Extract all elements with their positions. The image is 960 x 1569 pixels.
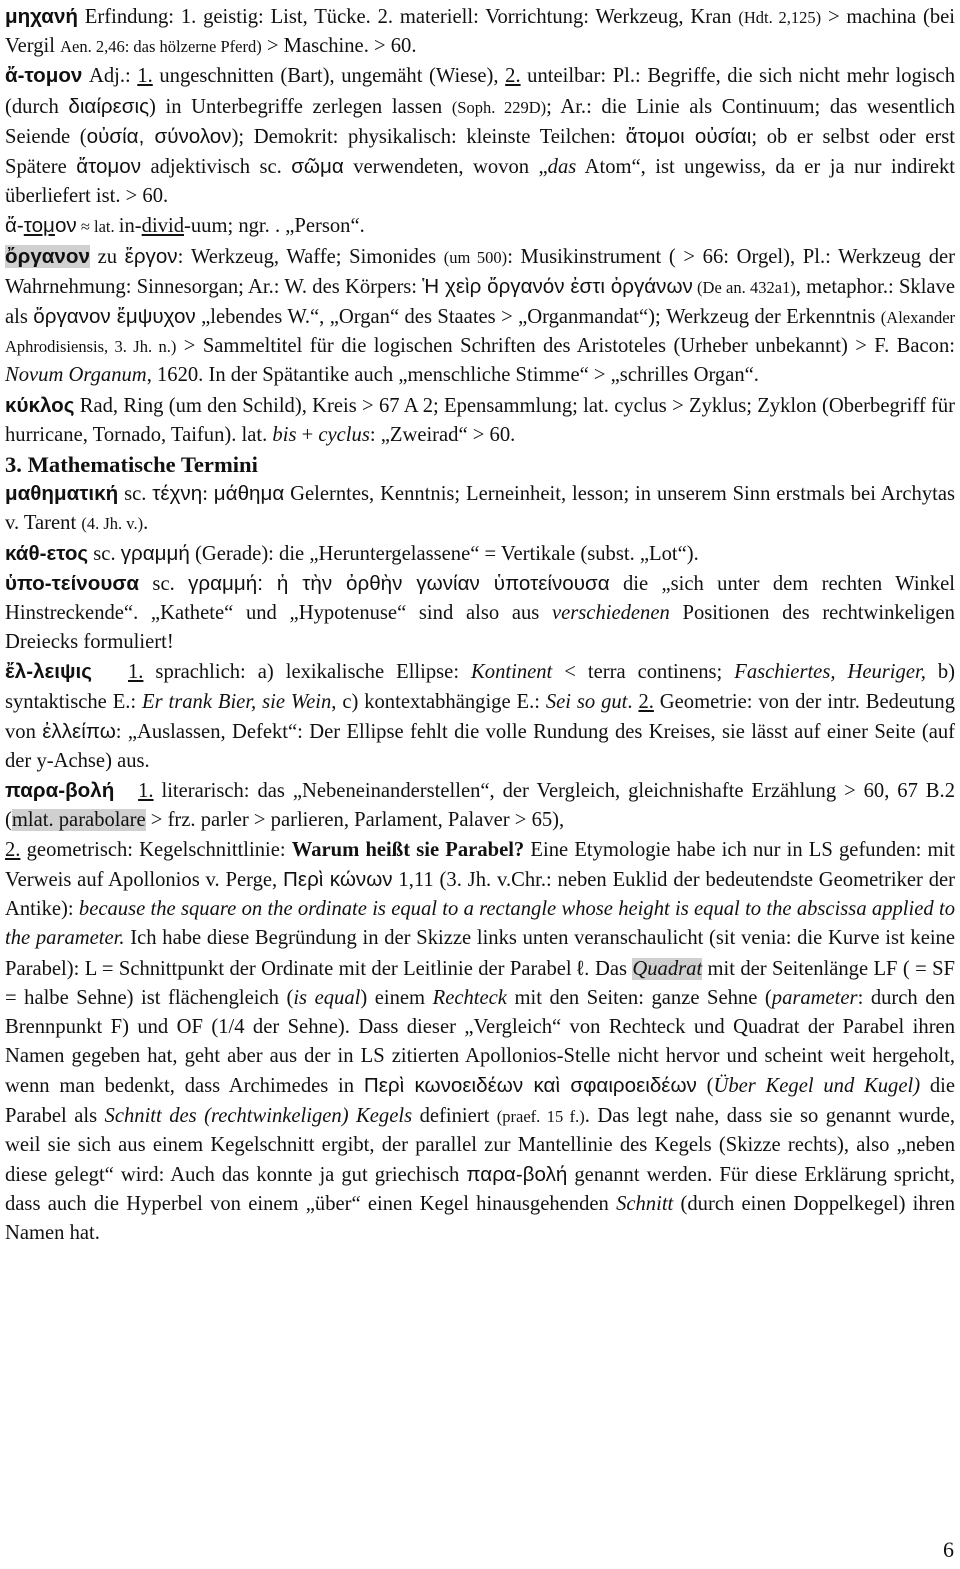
greek-term: γραμμή	[120, 541, 190, 565]
greek-term: ℓ.	[577, 956, 590, 980]
source-ref: (Hdt. 2,125)	[738, 8, 822, 27]
source-ref: (Soph. 229D)	[451, 97, 547, 117]
source-ref: Aen. 2,46: das hölzerne Pferd)	[60, 37, 262, 57]
entry-hypoteinousa: ὑπο-τείνουσα sc. γραμμή: ἡ τὴν ὀρθὴν γωνίαν ὑποτείνουσα die „sich unter dem rechten Winkel Hinstreckende“. „Kathete“ und „Hypotenuse“ sind also aus verschiedenen Positionen des rechtwinkeligen Dreiecks formuliert!	[5, 571, 956, 654]
greek-term: ἄτομον	[76, 155, 142, 179]
lemma: ἔλ-λειψις	[5, 660, 92, 684]
greek-term: Περὶ κώνων	[283, 867, 393, 891]
entry-parabole: παρα-βολή 1. literarisch: das „Nebeneinanderstellen“, der Vergleich, gleichnishafte Erzählung > 60, 67 B.2 (mlat. parabolare > frz. parler > parlieren, Parlament, Palaver > 65), 2. geometrisch: Kegelschnittlinie: Warum heißt sie Parabel? Eine Etymologie habe ich nur in LS gefunden: mit Verweis auf Apollonios v. Perge, Περὶ κώνων 1,11 (3. Jh. v.Chr.: neben Euklid der bedeutendste Geometriker der Antike): because the square on the ordinate is equal to a rectangle whose height is equal to the abscissa applied to the parameter. Ich habe diese Begründung in der Skizze links unten veranschaulicht (sit venia: die Kurve ist keine Parabel): L = Schnittpunkt der Ordinate mit der Leitlinie der Parabel ℓ. Das Quadrat mit der Seitenlänge LF ( = SF = halbe Sehne) ist flächengleich (is equal) einem Rechteck mit den Seiten: ganze Sehne (parameter: durch den Brennpunkt F) und OF (1/4 der Sehne). Dass dieser „Vergleich“ von Rechteck und Quadrat der Parabel ihren Namen gegeben hat, geht aber aus der in LS zitierten Apollonios-Stelle nicht hervor und scheint weit hergeholt, wenn man bedenkt, dass Archimedes in Περὶ κωνοειδέων καὶ σφαιροειδέων (Über Kegel und Kugel) die Parabel als Schnitt des (rechtwinkeligen) Kegels definiert (praef. 15 f.). Das legt nahe, dass sie so genannt wurde, weil sie sich aus einem Kegelschnitt ergibt, der parallel zur Mantellinie des Kegels (Skizze rechts), also „neben diese gelegt“ wird: Auch das konnte ja gut griechisch παρα-βολή genannt werden. Für diese Erklärung spricht, dass auch die Hyperbel von einem „über“ einen Kegel hinausgehenden Schnitt (durch einen Doppelkegel) ihren Namen hat.	[5, 779, 955, 1245]
greek-term: σῶμα	[291, 155, 344, 179]
document-body	[5, 2, 955, 1249]
greek-term: Ἡ χεὶρ ὄργανόν ἐστι ὀργάνων	[422, 274, 693, 298]
lemma: μαθηματική	[5, 482, 119, 506]
lemma: παρα-βολή	[5, 779, 115, 803]
source-ref: (Alexander Aphrodisiensis, 3. Jh. n.)	[5, 308, 956, 357]
source-ref: (4. Jh. v.)	[81, 514, 144, 534]
greek-term: γραμμή: ἡ τὴν ὀρθὴν γωνίαν ὑποτείνουσα	[188, 571, 610, 595]
greek-term: μάθημα	[213, 482, 285, 506]
lemma: κάθ-ετος	[5, 541, 89, 565]
greek-term: διαίρεσις	[68, 94, 150, 118]
entry-atomon: ἄ-τομον Adj.: 1. ungeschnitten (Bart), ungemäht (Wiese), 2. unteilbar: Pl.: Begriffe, die sich nicht mehr logisch (durch διαίρεσις) in Unterbegriffe zerlegen lassen (Soph. 229D); Ar.: die Linie als Continuum; das wesentlich Seiende (οὐσία, σύνολον); Demokrit: physikalisch: kleinste Teilchen: ἄτομοι οὐσίαι; ob er selbst oder erst Spätere ἄτομον adjektivisch sc. σῶμα verwendeten, wovon „das Atom“, ist ungewiss, da er ja nur indirekt überliefert ist. > 60.	[5, 64, 956, 208]
source-ref: (praef. 15 f.)	[496, 1106, 585, 1126]
entry-mathematike: μαθηματική sc. τέχνη: μάθημα Gelerntes, Kenntnis; Lerneinheit, lesson; in unserem Sinn erstmals bei Archytas v. Tarent (4. Jh. v.).	[5, 482, 956, 535]
source-ref: (um 500)	[443, 247, 508, 267]
lemma: ὑπο-τείνουσα	[5, 571, 140, 595]
entry-kathetos: κάθ-ετος sc. γραμμή (Gerade): die „Heruntergelassene“ = Vertikale (subst. „Lot“).	[5, 541, 699, 565]
lemma: ὄργανον	[5, 244, 90, 268]
greek-term: ἔργον	[124, 244, 178, 268]
page-number: 6	[943, 1537, 954, 1562]
entry-elleipsis: ἔλ-λειψις 1. sprachlich: a) lexikalische Ellipse: Kontinent < terra continens; Faschiertes, Heuriger, b) syntaktische E.: Er trank Bier, sie Wein, c) kontextabhängige E.: Sei so gut. 2. Geometrie: von der intr. Bedeutung von ἐλλείπω: „Auslassen, Defekt“: Der Ellipse fehlt die volle Rundung des Kreises, sie lässt auf einer Seite (auf der y-Achse) aus.	[5, 660, 955, 773]
section-heading: 3. Mathematische Termini	[5, 452, 258, 478]
source-ref: (De an. 432a1)	[692, 277, 796, 297]
greek-term: οὐσία, σύνολον	[86, 124, 232, 148]
lemma: μηχανή	[5, 5, 78, 28]
greek-term: ἄτομοι οὐσίαι	[625, 124, 752, 148]
lemma: ἄ-τομον	[5, 64, 83, 88]
greek-term: παρα-βολή	[466, 1162, 568, 1186]
greek-term: ὄργανον ἔμψυχον	[33, 305, 196, 329]
greek-term: ἐλλείπω	[42, 719, 116, 743]
greek-term: Περὶ κωνοειδέων καὶ σφαιροειδέων	[363, 1074, 697, 1098]
entry-kyklos: κύκλος Rad, Ring (um den Schild), Kreis > 67 A 2; Epensammlung; lat. cyclus > Zyklus; Zyklon (Oberbegriff für hurricane, Tornado, Taifun). lat. bis + cyclus: „Zweirad“ > 60.	[5, 393, 955, 446]
entry-mechane: μηχανή Erfindung: 1. geistig: List, Tücke. 2. materiell: Vorrichtung: Werkzeug, Kran (Hdt. 2,125) > machina (bei Vergil Aen. 2,46: das hölzerne Pferd) > Maschine. > 60.	[5, 5, 955, 58]
lemma: κύκλος	[5, 393, 75, 417]
entry-organon: ὄργανον zu ἔργον: Werkzeug, Waffe; Simonides (um 500): Musikinstrument ( > 66: Orgel), Pl.: Werkzeug der Wahrnehmung: Sinnesorgan; Ar.: W. des Körpers: Ἡ χεὶρ ὄργανόν ἐστι ὀργάνων (De an. 432a1), metaphor.: Sklave als ὄργανον ἔμψυχον „lebendes W.“, „Organ“ des Staates > „Organmandat“); Werkzeug der Erkenntnis (Alexander Aphrodisiensis, 3. Jh. n.) > Sammeltitel für die logischen Schriften des Aristoteles (Urheber unbekannt) > F. Bacon: Novum Organum, 1620. In der Spätantike auch „menschliche Stimme“ > „schrilles Organ“.	[5, 244, 956, 387]
entry-atomon-latin: ἄ-τομον ≈ lat. in-divid-uum; ngr. . „Person“.	[5, 214, 365, 238]
greek-term: τέχνη	[152, 482, 203, 506]
